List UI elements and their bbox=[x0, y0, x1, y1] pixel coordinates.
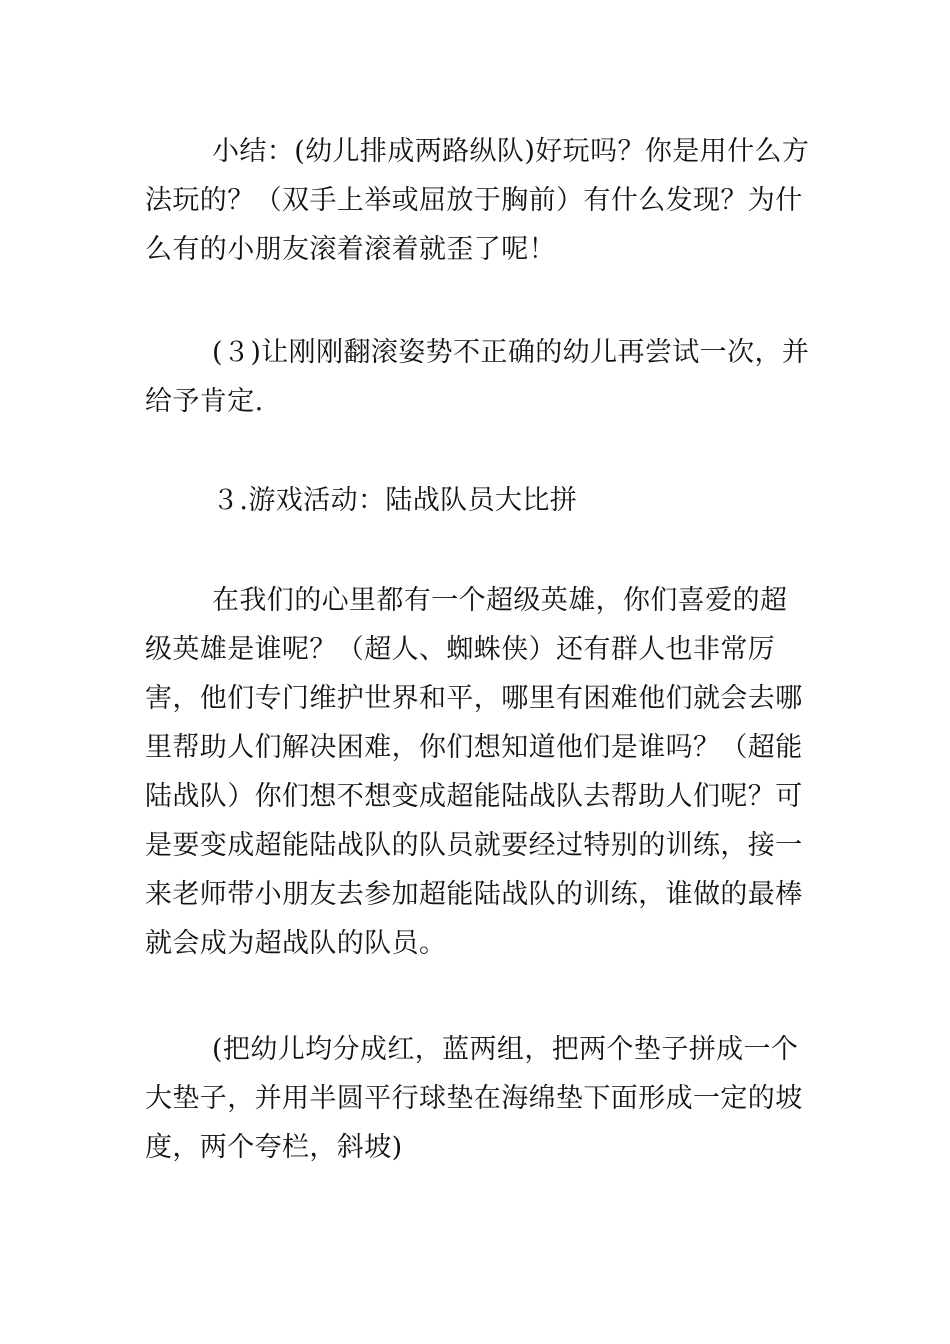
paragraph-step-3: (３)让刚刚翻滚姿势不正确的幼儿再尝试一次，并给予肯定. bbox=[145, 337, 810, 417]
paragraph-grouping-instructions: (把幼儿均分成红，蓝两组，把两个垫子拼成一个大垫子，并用半圆平行球垫在海绵垫下面形成一定的坡度，两个夸栏，斜坡) bbox=[145, 1034, 803, 1163]
section-heading-game-activity: ３.游戏活动：陆战队员大比拼 bbox=[212, 485, 578, 516]
paragraph-summary: 小结：(幼儿排成两路纵队)好玩吗？你是用什么方法玩的？（双手上举或屈放于胸前）有什么发现？为什么有的小朋友滚着滚着就歪了呢！ bbox=[145, 136, 810, 265]
paragraph-superhero-intro: 在我们的心里都有一个超级英雄，你们喜爱的超级英雄是谁呢？（超人、蜘蛛侠）还有群人也非常厉害，他们专门维护世界和平，哪里有困难他们就会去哪里帮助人们解决困难，你们想知道他们是谁吗？（超能陆战队）你们想不想变成超能陆战队去帮助人们呢？可是要变成超能陆战队的队员就要经过特别的训练，接一来老师带小朋友去参加超能陆战队的训练，谁做的最棒就会成为超战队的队员。 bbox=[145, 585, 803, 959]
